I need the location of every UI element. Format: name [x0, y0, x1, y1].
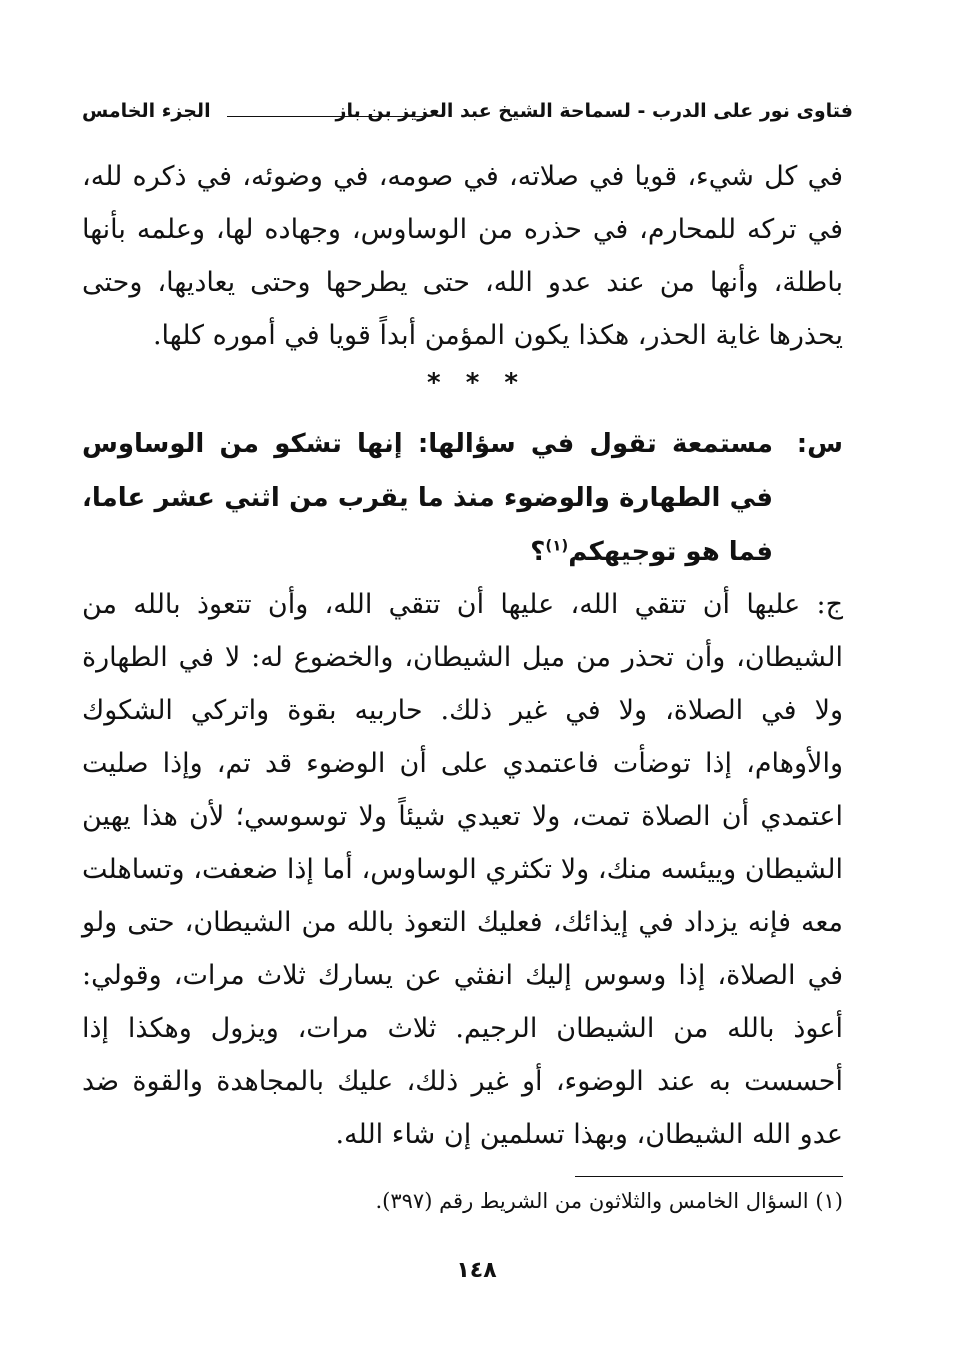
intro-paragraph-block	[82, 150, 843, 362]
header-rule	[227, 116, 423, 117]
footnote: (١) السؤال الخامس والثلاثون من الشريط رقم (٣٩٧).	[375, 1189, 843, 1213]
answer-paragraph: ج: عليها أن تتقي الله، عليها أن تتقي الله، وأن تتعوذ بالله من الشيطان، وأن تحذر من ميل الشيطان، والخضوع له: لا في الطهارة ولا في الصلاة، ولا في غير ذلك. حاربيه بقوة واتركي الشكوك والأوهام، إذا توضأت فاعتمدي على أن الوضوء قد تم، وإذا صليت اعتمدي أن الصلاة تمت، ولا تعيدي شيئاً ولا توسوسي؛ لأن هذا يهين الشيطان وييئسه منك، ولا تكثري الوساوس، أما إذا ضعفت، وتساهلت معه فإنه يزداد في إيذائك، فعليك التعوذ بالله من الشيطان، حتى ولو في الصلاة، إذا وسوس إليك انفثي عن يسارك ثلاث مرات، وقولي: أعوذ بالله من الشيطان الرجيم. ثلاث مرات، ويزول وهكذا إذا أحسست به عند الوضوء، أو غير ذلك، عليك بالمجاهدة والقوة ضد عدو الله الشيطان، وبهذا تسلمين إن شاء الله.	[82, 589, 843, 1150]
question-text-wrap	[82, 417, 773, 579]
question-label: س:	[796, 429, 843, 459]
answer-block	[82, 578, 843, 1161]
running-header	[82, 96, 853, 132]
question-end-mark: ؟	[530, 537, 546, 567]
header-part-label: الجزء الخامس	[82, 100, 211, 122]
page-number: ١٤٨	[456, 1258, 497, 1283]
question-text: مستمعة تقول في سؤالها: إنها تشكو من الوساوس في الطهارة والوضوء منذ ما يقرب من اثني عشر عاما، فما هو توجيهكم	[82, 429, 773, 567]
footnote-reference: (١)	[545, 536, 569, 555]
question-block	[82, 417, 843, 579]
intro-paragraph: في كل شيء، قويا في صلاته، في صومه، في وضوئه، في ذكره لله، في تركه للمحارم، في حذره من الوساوس، وجهاده لها، وعلمه بأنها باطلة، وأنها من عند عدو الله، حتى يطرحها وحتى يعاديها، وحتى يحذرها غاية الحذر، هكذا يكون المؤمن أبداً قويا في أموره كلها.	[82, 161, 843, 351]
header-book-title: فتاوى نور على الدرب - لسماحة الشيخ عبد العزيز بن باز	[335, 100, 853, 122]
footnote-rule	[575, 1176, 843, 1177]
section-separator: * * *	[427, 368, 526, 398]
